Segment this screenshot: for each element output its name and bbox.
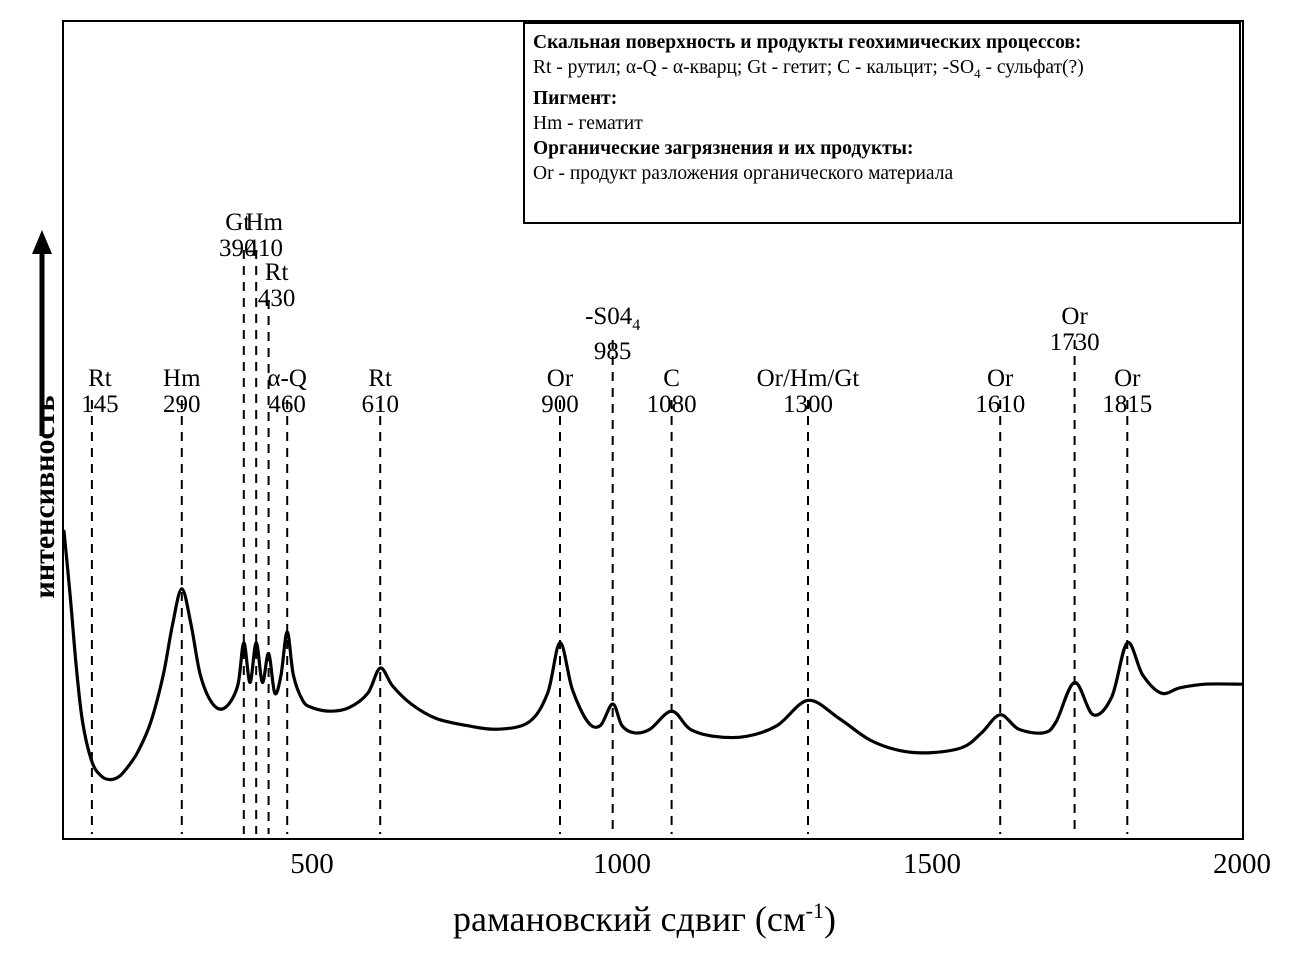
legend-section1-text-b: - сульфат(?) [980, 57, 1084, 78]
peak-label [1050, 304, 1100, 356]
peak-label-name: Gt [225, 209, 251, 236]
peak-label-name: Or [986, 365, 1014, 392]
x-axis-tick-label: 1000 [593, 848, 651, 880]
x-axis-tick-label: 500 [290, 848, 334, 880]
legend-box [523, 22, 1241, 224]
peak-label-position: 985 [593, 338, 632, 365]
peak-label-position: 1300 [783, 391, 833, 418]
peak-label [163, 366, 201, 418]
legend-section3-text: Or - продукт разложения органического материала [533, 162, 954, 184]
peak-label-position: 900 [541, 391, 579, 418]
peak-label [975, 366, 1025, 418]
peak-label-name: Rt [88, 365, 112, 392]
peak-label-position: 1610 [975, 391, 1026, 418]
peak-label-position: 610 [361, 391, 399, 418]
peak-label-name: Hm [163, 365, 201, 392]
legend-section1-text [533, 55, 1231, 86]
peak-label-position: 410 [245, 235, 283, 262]
peak-label-subscript: 4 [632, 317, 641, 334]
peak-label [81, 366, 119, 418]
legend-section2-title: Пигмент: [533, 87, 618, 109]
legend-section1-text-a: Rt - рутил; α-Q - α-кварц; Gt - гетит; C - кальцит; -SO [533, 57, 975, 78]
peak-label [541, 366, 579, 418]
peak-label [267, 366, 306, 418]
peak-label-name: Or [1061, 303, 1088, 330]
peak-label-name: Or [1114, 365, 1141, 392]
peak-label-name: Rt [264, 259, 289, 286]
y-axis-arrow-icon [29, 228, 55, 438]
spectrum-curve [64, 531, 1242, 779]
x-axis-title [0, 898, 1289, 940]
peak-label [245, 210, 283, 262]
x-axis-title-end: ) [823, 899, 836, 939]
peak-label-position: 290 [163, 391, 201, 418]
peak-label-position: 430 [257, 285, 296, 312]
peak-label-name: α-Q [267, 365, 307, 392]
peak-label-position: 145 [81, 391, 119, 418]
peak-label-name: C [663, 365, 680, 392]
x-axis-title-exponent: -1 [805, 898, 824, 923]
peak-label [585, 304, 640, 365]
peak-label [757, 366, 860, 418]
peak-label-name: Rt [368, 365, 392, 392]
peak-label-name: Or [546, 365, 574, 392]
x-axis-title-main: рамановский сдвиг (см [453, 899, 806, 939]
peak-label-position: 1730 [1049, 329, 1100, 356]
peak-label [1102, 366, 1152, 418]
peak-label-position: 390 [219, 235, 257, 262]
x-axis-tick-label: 1500 [903, 848, 961, 880]
peak-label [361, 366, 399, 418]
peak-label [647, 366, 697, 418]
peak-label-name: $-S04_4$ [585, 303, 641, 334]
x-axis-tick-label: 2000 [1213, 848, 1271, 880]
peak-label-name: Hm [245, 209, 283, 236]
legend-section2-text: Hm - гематит [533, 112, 643, 134]
y-axis-title: интенсивность [28, 395, 61, 599]
peak-label-position: 460 [268, 391, 306, 418]
legend-section3-title: Органические загрязнения и их продукты: [533, 137, 914, 159]
peak-label-position: 1815 [1102, 391, 1153, 418]
legend-section1-title: Скальная поверхность и продукты геохимических процессов: [533, 32, 1082, 53]
legend-section1-subscript: 4 [974, 65, 981, 81]
peak-label-position: 1080 [646, 391, 697, 418]
peak-label-name: Or/Hm/Gt [756, 365, 860, 392]
peak-label [258, 260, 296, 312]
